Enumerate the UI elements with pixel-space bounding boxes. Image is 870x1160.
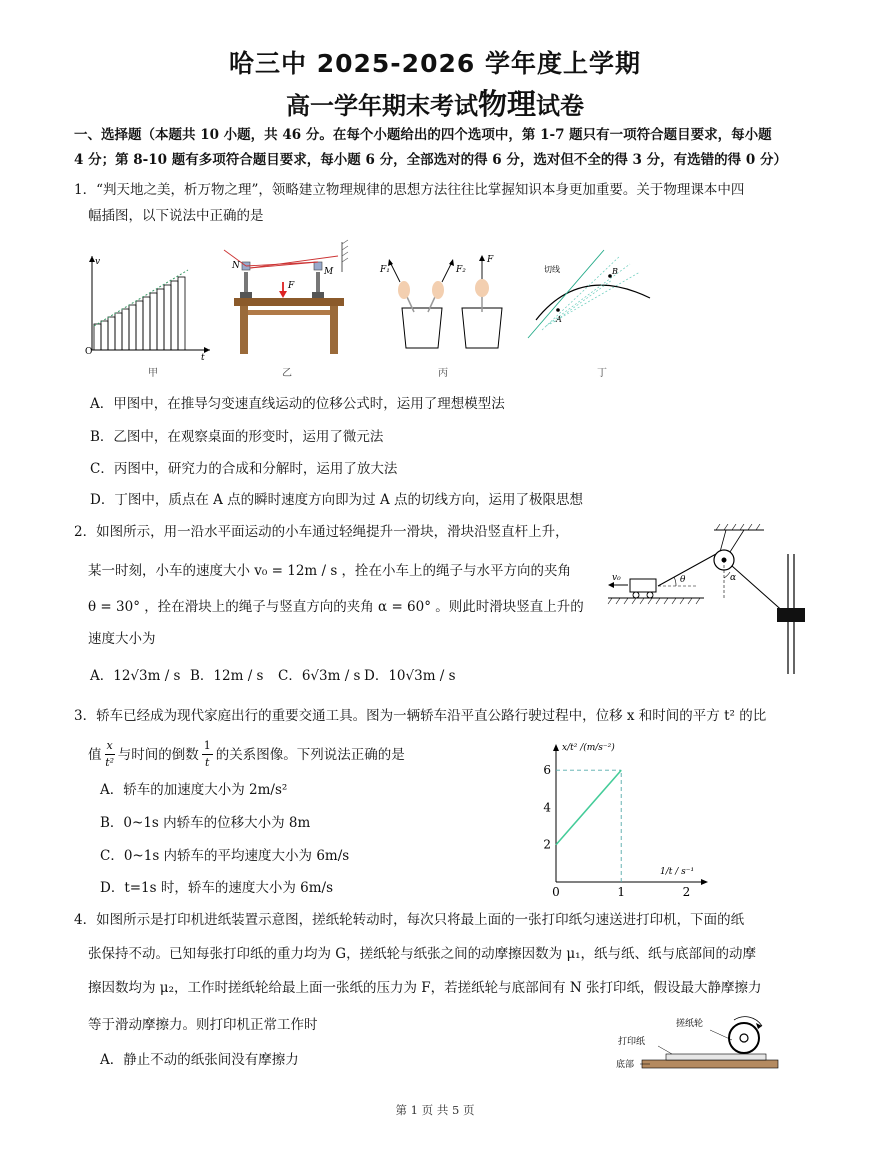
- q2-option-d: D．10√3m / s: [364, 668, 456, 684]
- label-a: A: [556, 315, 562, 324]
- q3-text-pre: 值: [88, 746, 102, 763]
- t-axis-label: t: [201, 353, 205, 360]
- q2-stem-line4: 速度大小为: [88, 631, 156, 647]
- y-axis-label: x/t² /(m/s⁻²): [562, 743, 615, 753]
- q2-stem-line3: θ = 30° ，拴在滑块上的绳子与竖直方向的夹角 α = 60° 。则此时滑块竖直上升的: [88, 599, 584, 615]
- q3-chart: [520, 738, 720, 896]
- vt-line: [94, 270, 188, 326]
- q1-figure-bing: [372, 250, 512, 360]
- section-heading-line2: 4 分；第 8-10 题有多项符合题目要求，每小题 6 分，全部选对的得 6 分，选对但不全的得 3 分，有选错的得 0 分）: [74, 152, 787, 168]
- fraction-1-over-t: 1 t: [203, 739, 211, 769]
- q4-printer-figure: [610, 1010, 790, 1072]
- q4-stem-line3: 擦因数均为 μ₂，工作时搓纸轮给最上面一张纸的压力为 F，若搓纸轮与底部间有 N 张打印纸，假设最大静摩擦力: [88, 980, 762, 996]
- y-tick-6: 6: [543, 763, 551, 778]
- q3-option-b: B．0~1s 内轿车的位移大小为 8m: [100, 815, 311, 831]
- caption-yi: 乙: [282, 368, 292, 379]
- label-f: F: [288, 281, 295, 291]
- q2-figure: [604, 524, 810, 678]
- title-suffix: 试卷: [536, 92, 584, 120]
- label-roller: 搓纸轮: [676, 1019, 704, 1029]
- caption-jia: 甲: [148, 368, 158, 379]
- x-tick-0: 0: [552, 885, 560, 896]
- label-b: B: [612, 267, 618, 276]
- label-n: N: [232, 261, 240, 271]
- q3-text-post: 的关系图像。下列说法正确的是: [215, 746, 405, 763]
- fraction-x-over-t2: x t²: [105, 739, 115, 769]
- tangent-line: [528, 250, 604, 338]
- label-tangent: 切线: [544, 265, 560, 274]
- v-axis-label: v: [95, 257, 101, 267]
- q2-option-b: B．12m / s: [190, 668, 264, 684]
- q1-option-d: D．丁图中，质点在 A 点的瞬时速度方向即为过 A 点的切线方向，运用了极限思想: [90, 492, 583, 508]
- slider-block: [777, 608, 805, 622]
- q1-figure-jia: [84, 250, 214, 360]
- title-prefix: 高一学年期末考试: [285, 92, 478, 120]
- label-v0: v₀: [612, 573, 621, 583]
- q4-stem-line4: 等于滑动摩擦力。则打印机正常工作时: [88, 1017, 318, 1033]
- page-number: 第 1 页 共 5 页: [395, 1103, 475, 1117]
- q1-option-b: B．乙图中，在观察桌面的形变时，运用了微元法: [90, 429, 384, 445]
- q1-figure-ding: [520, 244, 660, 360]
- cart: [630, 579, 656, 592]
- printer-base: [642, 1060, 778, 1068]
- q4-stem-line1: 4．如图所示是打印机进纸装置示意图，搓纸轮转动时，每次只将最上面的一张打印纸匀速送进打印机，下面的纸: [74, 912, 745, 928]
- label-alpha: α: [730, 573, 737, 583]
- origin-label: O: [85, 347, 93, 357]
- title-subject: 物理: [477, 87, 536, 121]
- q3-option-c: C．0~1s 内轿车的平均速度大小为 6m/s: [100, 848, 350, 864]
- y-tick-4: 4: [543, 800, 551, 815]
- label-f1: F₁: [380, 265, 390, 275]
- label-paper: 打印纸: [618, 1037, 646, 1047]
- label-f2: F₂: [456, 265, 466, 275]
- q1-figure-yi: [218, 238, 358, 360]
- x-axis-label: 1/t / s⁻¹: [660, 867, 695, 877]
- q3-text-mid: 与时间的倒数: [117, 746, 199, 763]
- label-f3: F: [487, 255, 494, 265]
- exam-title-line2: [0, 82, 870, 123]
- exam-title-line1: 哈三中 2025-2026 学年度上学期: [229, 49, 641, 78]
- q3-stem-line2: [88, 738, 405, 771]
- y-tick-2: 2: [543, 837, 551, 852]
- section-heading-line1: 一、选择题（本题共 10 小题，共 46 分。在每个小题给出的四个选项中，第 1-7 题只有一项符合题目要求，每小题: [74, 127, 772, 143]
- q1-stem-line2: 幅插图，以下说法中正确的是: [88, 208, 264, 224]
- label-theta: θ: [680, 575, 686, 585]
- x-tick-1: 1: [617, 885, 626, 896]
- x-tick-2: 2: [682, 885, 691, 896]
- paper-stack: [666, 1054, 766, 1060]
- q2-option-c: C．6√3m / s: [278, 668, 361, 684]
- trajectory-curve: [536, 285, 650, 320]
- label-bottom: 底部: [616, 1060, 635, 1070]
- q2-stem-line2: 某一时刻，小车的速度大小 v₀ = 12m / s ，拴在小车上的绳子与水平方向的夹角: [88, 563, 572, 579]
- q2-option-a: A．12√3m / s: [90, 668, 181, 684]
- q4-stem-line2: 张保持不动。已知每张打印纸的重力均为 G，搓纸轮与纸张之间的动摩擦因数为 μ₁，纸与纸、纸与底部间的动摩: [88, 946, 757, 962]
- q1-option-a: A．甲图中，在推导匀变速直线运动的位移公式时，运用了理想模型法: [90, 396, 505, 412]
- q1-option-c: C．丙图中，研究力的合成和分解时，运用了放大法: [90, 461, 398, 477]
- q1-stem-line1: 1．“判天地之美，析万物之理”，领略建立物理规律的思想方法往往比掌握知识本身更加重要。关于物理课本中四: [74, 182, 745, 198]
- q4-option-a: A．静止不动的纸张间没有摩擦力: [100, 1052, 299, 1068]
- caption-bing: 丙: [438, 368, 448, 379]
- series-line: [556, 770, 621, 845]
- riemann-bars: [94, 277, 185, 350]
- caption-ding: 丁: [597, 368, 607, 379]
- q3-option-d: D．t=1s 时，轿车的速度大小为 6m/s: [100, 880, 334, 896]
- label-m: M: [324, 267, 334, 277]
- q3-stem-line1: 3．轿车已经成为现代家庭出行的重要交通工具。图为一辆轿车沿平直公路行驶过程中，位移 x 和时间的平方 t² 的比: [74, 708, 767, 724]
- q3-option-a: A．轿车的加速度大小为 2m/s²: [100, 782, 288, 798]
- q2-stem-line1: 2．如图所示，用一沿水平面运动的小车通过轻绳提升一滑块，滑块沿竖直杆上升，: [74, 524, 569, 540]
